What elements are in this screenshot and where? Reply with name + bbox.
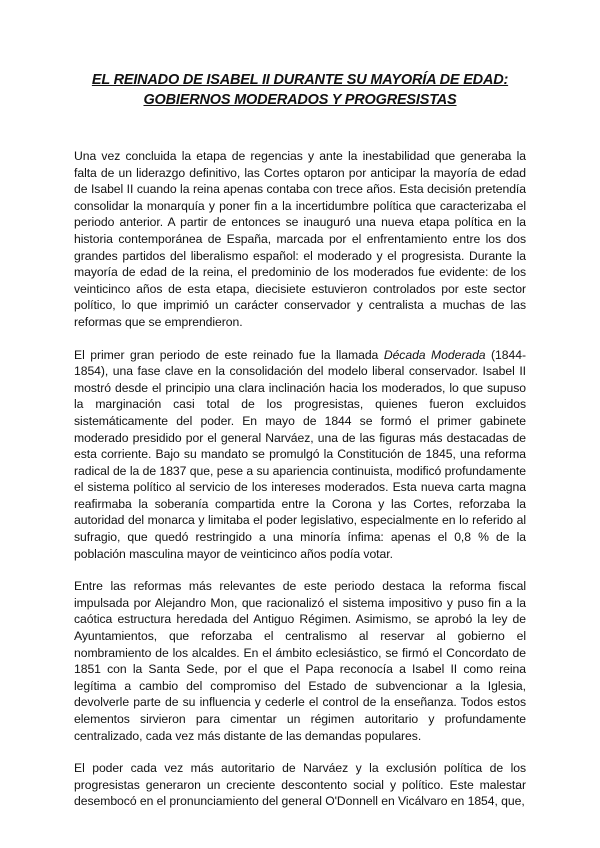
paragraph-2-text-before: El primer gran periodo de este reinado fue la llamada <box>74 347 384 362</box>
paragraph-2 <box>74 347 526 563</box>
page-title <box>74 70 526 110</box>
title-line-2: GOBIERNOS MODERADOS Y PROGRESISTAS <box>143 92 457 108</box>
paragraph-1: Una vez concluida la etapa de regencias y ante la inestabilidad que generaba la falta de un liderazgo definitivo, las Cortes optaron por anticipar la mayoría de edad de Isabel II cuando la reina apenas contaba con trece años. Esta decisión pretendía consolidar la monarquía y poner fin a la incertidumbre política que caracterizaba el periodo anterior. A partir de entonces se inauguró una nueva etapa política en la historia contemporánea de España, marcada por el enfrentamiento entre los dos grandes partidos del liberalismo español: el moderado y el progresista. Durante la mayoría de edad de la reina, el predominio de los moderados fue evidente: de los veinticinco años de esta etapa, diecisiete estuvieron controlados por este sector político, lo que imprimió un carácter conservador y centralista a muchas de las reformas que se emprendieron. <box>74 149 526 329</box>
paragraph-3: Entre las reformas más relevantes de este periodo destaca la reforma fiscal impulsada por Alejandro Mon, que racionalizó el sistema impositivo y puso fin a la caótica estructura heredada del Antiguo Régimen. Asimismo, se aprobó la ley de Ayuntamientos, que reforzaba el centralismo al reservar al gobierno el nombramiento de los alcaldes. En el ámbito eclesiástico, se firmó el Concordato de 1851 con la Santa Sede, por el que el Papa reconocía a Isabel II como reina legítima a cambio del compromiso del Estado de subvencionar a la Iglesia, devolverle parte de su influencia y cederle el control de la enseñanza. Todos estos elementos sirvieron para cimentar un régimen autoritario y profundamente centralizado, cada vez más distante de las demandas populares. <box>74 579 526 743</box>
paragraph-2-italic-term: Década Moderada <box>383 347 486 362</box>
paragraph-4: El poder cada vez más autoritario de Narváez y la exclusión política de los progresistas generaron un creciente descontento social y político. Este malestar desembocó en el pronunciamiento del general O'Donnell en Vicálvaro en 1854, que, <box>74 761 526 809</box>
title-line-1: EL REINADO DE ISABEL II DURANTE SU MAYORÍA DE EDAD: <box>91 72 509 88</box>
paragraph-2-text-after: (1844-1854), una fase clave en la consolidación del modelo liberal conservador. Isabel II mostró desde el principio una clara inclinación hacia los moderados, lo que supuso la marginación casi total de los progresistas, quienes fueron excluidos sistemáticamente del poder. En mayo de 1844 se formó el primer gabinete moderado presidido por el general Narváez, una de las figuras más destacadas de esta corriente. Bajo su mandato se promulgó la Constitución de 1845, una reforma radical de la de 1837 que, pese a su apariencia continuista, modificó profundamente el sistema político al servicio de los intereses moderados. Esta nueva carta magna reafirmaba la soberanía compartida entre la Corona y las Cortes, reforzaba la autoridad del monarca y limitaba el poder legislativo, especialmente en lo referido al sufragio, que quedó restringido a una minoría ínfima: apenas el 0,8 % de la población masculina mayor de veinticinco años podía votar. <box>74 347 526 561</box>
